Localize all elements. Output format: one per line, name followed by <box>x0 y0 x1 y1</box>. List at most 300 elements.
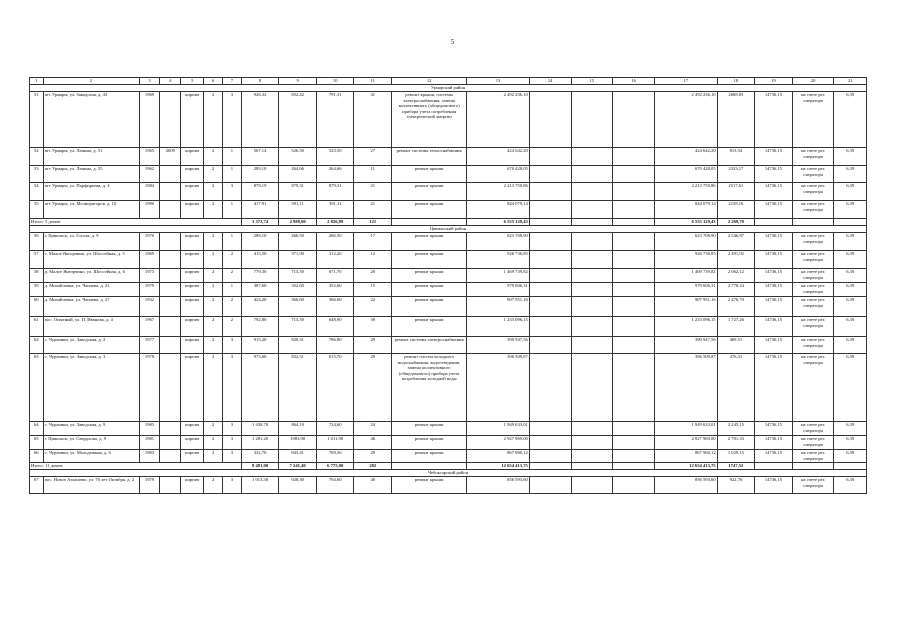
cost-owners: 12 654 413,75 <box>655 463 718 470</box>
cost-owners: 979 606,31 <box>655 283 718 297</box>
table-row <box>30 354 867 422</box>
work-type: ремонт крыши <box>392 283 467 297</box>
total-area: 1 281,20 <box>241 436 279 450</box>
entrances: 1 <box>223 201 242 219</box>
column-number-row <box>30 78 867 85</box>
work-type: ремонт крыши <box>392 477 467 494</box>
reconstruction-year <box>160 297 181 317</box>
column-number: 21 <box>834 78 867 85</box>
district-name: Урмарский район <box>30 85 867 92</box>
cost-local <box>613 148 655 166</box>
table-row <box>30 436 867 450</box>
planned-date: 6,39 <box>834 283 867 297</box>
residential-area: 648,90 <box>316 317 354 337</box>
total-area: 926,32 <box>241 92 279 148</box>
fund-account: на счете рег. оператора <box>792 337 834 354</box>
cost-total: 867 960,12 <box>467 450 530 463</box>
cost-total: 670 428,05 <box>467 166 530 183</box>
row-number: 62 <box>30 337 44 354</box>
address: д. Михайловка, ул. Чапаева, д. 21 <box>43 283 139 297</box>
residential-area: 312,20 <box>316 251 354 269</box>
planned-date: 6,39 <box>834 436 867 450</box>
table-row <box>30 477 867 494</box>
living-area: 832,51 <box>279 354 317 422</box>
cost-per-m2: 2688,83 <box>717 92 755 148</box>
table-row <box>30 283 867 297</box>
limit-per-m2: 14736,15 <box>755 422 793 436</box>
build-year: 1979 <box>139 283 160 297</box>
row-number: 66 <box>30 450 44 463</box>
cost-local <box>613 92 655 148</box>
cost-regional <box>571 251 613 269</box>
cost-total: 2 927 969,00 <box>467 436 530 450</box>
entrances: 2 <box>223 251 242 269</box>
table-row <box>30 317 867 337</box>
build-year: 1983 <box>139 422 160 436</box>
column-number: 10 <box>316 78 354 85</box>
fund-account: на счете рег. оператора <box>792 148 834 166</box>
row-number: 56 <box>30 233 44 251</box>
entrances: 3 <box>223 354 242 422</box>
wall-material: кирпич <box>181 233 204 251</box>
table-row <box>30 422 867 436</box>
floors: 2 <box>204 450 223 463</box>
planned-date: 6,39 <box>834 317 867 337</box>
row-number: 64 <box>30 422 44 436</box>
address: д. Михайловка, ул. Чапаева, д. 27 <box>43 297 139 317</box>
living-area: 526,50 <box>279 148 317 166</box>
reconstruction-year <box>160 251 181 269</box>
floors: 2 <box>204 337 223 354</box>
reconstruction-year <box>160 269 181 283</box>
wall-material: кирпич <box>181 337 204 354</box>
address: пгт Урмары, ул. Мелиораторов, д. 10 <box>43 201 139 219</box>
wall-material: кирпич <box>181 317 204 337</box>
cost-federal <box>529 166 571 183</box>
column-number: 7 <box>223 78 242 85</box>
cost-local <box>613 183 655 201</box>
limit-per-m2: 14736,15 <box>755 251 793 269</box>
floors: 2 <box>204 92 223 148</box>
cost-federal <box>529 297 571 317</box>
residents-count: 29 <box>354 450 392 463</box>
cost-owners: 856 593,60 <box>655 477 718 494</box>
cost-owners: 390 947,56 <box>655 337 718 354</box>
residential-area: 724,60 <box>316 422 354 436</box>
total-area: 288,10 <box>241 233 279 251</box>
wall-material: кирпич <box>181 450 204 463</box>
cost-local <box>613 477 655 494</box>
fund-account: на счете рег. оператора <box>792 183 834 201</box>
living-area: 366,60 <box>279 297 317 317</box>
row-number: 65 <box>30 436 44 450</box>
total-area: 567,14 <box>241 148 279 166</box>
cost-owners: 6 555 129,43 <box>655 219 718 226</box>
residential-area: 769,56 <box>316 450 354 463</box>
column-number: 9 <box>279 78 317 85</box>
total-area: 915,20 <box>241 337 279 354</box>
floors: 2 <box>204 354 223 422</box>
work-type: ремонт системы электроснабжения <box>392 337 467 354</box>
cost-regional <box>571 201 613 219</box>
planned-date: 6,39 <box>834 166 867 183</box>
build-year: 1981 <box>139 436 160 450</box>
residents-count: 21 <box>354 201 392 219</box>
address: д. Малое Янгорчино, ул. Шоссейная, д. 6 <box>43 269 139 283</box>
cost-regional <box>571 148 613 166</box>
cost-local <box>613 436 655 450</box>
cost-local <box>613 251 655 269</box>
work-type <box>392 219 467 226</box>
total-area: 387,60 <box>241 283 279 297</box>
limit-per-m2: 14736,15 <box>755 354 793 422</box>
cost-regional <box>571 92 613 148</box>
table-row <box>30 201 867 219</box>
work-type: ремонт крыши <box>392 450 467 463</box>
cost-local <box>613 337 655 354</box>
cost-owners: 623 708,90 <box>655 233 718 251</box>
cost-federal <box>529 183 571 201</box>
limit-per-m2: 14736,15 <box>755 166 793 183</box>
living-area: 352,60 <box>279 283 317 297</box>
build-year: 1967 <box>139 317 160 337</box>
cost-regional <box>571 477 613 494</box>
residential-area: 794,60 <box>316 477 354 494</box>
build-year: 1969 <box>139 251 160 269</box>
cost-local <box>613 283 655 297</box>
entrances: 3 <box>223 183 242 201</box>
table-row <box>30 450 867 463</box>
total-area: 332,70 <box>241 450 279 463</box>
planned-date: 6,39 <box>834 269 867 283</box>
total-area: 3 372,74 <box>241 219 279 226</box>
work-type <box>392 463 467 470</box>
limit-per-m2: 14736,15 <box>755 269 793 283</box>
column-number: 18 <box>717 78 755 85</box>
build-year: 1969 <box>139 92 160 148</box>
cost-local <box>613 166 655 183</box>
cost-federal <box>529 148 571 166</box>
cost-local <box>613 317 655 337</box>
residents-count: 12 <box>354 251 392 269</box>
cost-local <box>613 201 655 219</box>
address: пос. Опытный, ул. П. Иванова, д. 4 <box>43 317 139 337</box>
district-row <box>30 226 867 233</box>
row-number: 51 <box>30 92 44 148</box>
cost-owners: 1 949 633,01 <box>655 422 718 436</box>
row-number: 58 <box>30 269 44 283</box>
address: пгт Урмары, ул. Заводская, д. 43 <box>43 92 139 148</box>
total-area: 8 481,00 <box>241 463 279 470</box>
row-number: 61 <box>30 317 44 337</box>
row-number: 55 <box>30 201 44 219</box>
cost-local <box>613 269 655 283</box>
cost-local <box>613 297 655 317</box>
cost-per-m2: 469,51 <box>717 337 755 354</box>
cost-per-m2: 1 029,15 <box>717 450 755 463</box>
residents-count: 27 <box>354 148 392 166</box>
build-year: 1970 <box>139 233 160 251</box>
wall-material: кирпич <box>181 92 204 148</box>
cost-owners: 907 951,16 <box>655 297 718 317</box>
limit-per-m2: 14736,15 <box>755 283 793 297</box>
page-number: 5 <box>450 38 455 46</box>
cost-per-m2: 1 727,26 <box>717 317 755 337</box>
cost-per-m2: 476,31 <box>717 354 755 422</box>
total-area: 424,20 <box>241 297 279 317</box>
district-name: Цивильский район <box>30 226 867 233</box>
table-row <box>30 251 867 269</box>
cost-federal <box>529 317 571 337</box>
table-row <box>30 92 867 148</box>
column-number: 4 <box>160 78 181 85</box>
fund-account: на счете рег. оператора <box>792 233 834 251</box>
reconstruction-year <box>160 422 181 436</box>
living-area: 1083,90 <box>279 436 317 450</box>
cost-federal <box>529 354 571 422</box>
fund-account <box>792 463 834 470</box>
planned-date: 6,39 <box>834 251 867 269</box>
work-type: ремонт крыши <box>392 251 467 269</box>
reconstruction-year <box>160 337 181 354</box>
cost-total: 907 951,16 <box>467 297 530 317</box>
entrances: 1 <box>223 166 242 183</box>
residential-area: 6 775,00 <box>316 463 354 470</box>
cost-federal <box>529 283 571 297</box>
wall-material: кирпич <box>181 422 204 436</box>
fund-account: на счете рег. оператора <box>792 269 834 283</box>
limit-per-m2: 14736,15 <box>755 297 793 317</box>
table-row <box>30 183 867 201</box>
capital-repair-table <box>29 77 867 494</box>
cost-local <box>613 219 655 226</box>
reconstruction-year <box>160 233 181 251</box>
build-year: 1977 <box>139 337 160 354</box>
reconstruction-year <box>160 201 181 219</box>
residential-area: 366,60 <box>316 297 354 317</box>
reconstruction-year <box>160 436 181 450</box>
planned-date <box>834 219 867 226</box>
cost-total: 623 708,90 <box>467 233 530 251</box>
address: пгт Урмары, ул. Порфирьева, д. 4 <box>43 183 139 201</box>
entrances: 3 <box>223 422 242 436</box>
build-year: 1978 <box>139 354 160 422</box>
fund-account: на счете рег. оператора <box>792 297 834 317</box>
living-area: 2 988,00 <box>279 219 317 226</box>
residential-area: 1 011,90 <box>316 436 354 450</box>
cost-per-m2: 2 546,87 <box>717 233 755 251</box>
fund-account: на счете рег. оператора <box>792 450 834 463</box>
cost-total: 390 947,56 <box>467 337 530 354</box>
total-area: 879,19 <box>241 183 279 201</box>
limit-per-m2: 14736,15 <box>755 477 793 494</box>
cost-owners: 1 469 739,82 <box>655 269 718 283</box>
work-type: ремонт крыши <box>392 297 467 317</box>
fund-account: на счете рег. оператора <box>792 317 834 337</box>
cost-total: 6 555 129,43 <box>467 219 530 226</box>
cost-total: 856 593,60 <box>467 477 530 494</box>
cost-federal <box>529 251 571 269</box>
entrances: 3 <box>223 450 242 463</box>
work-type: ремонт крыши <box>392 183 467 201</box>
address: с. Малое Янгорчино, ул. Шоссейная, д. 5 <box>43 251 139 269</box>
living-area: 264,66 <box>279 166 317 183</box>
residents-count: 40 <box>354 477 392 494</box>
cost-per-m2: 1747,52 <box>717 463 755 470</box>
fund-account: на счете рег. оператора <box>792 166 834 183</box>
address: с. Чурачики, ул. Молодежная, д. 6 <box>43 450 139 463</box>
table-row <box>30 269 867 283</box>
entrances: 1 <box>223 233 242 251</box>
residential-area: 791,31 <box>316 92 354 148</box>
cost-local <box>613 354 655 422</box>
entrances: 2 <box>223 297 242 317</box>
wall-material: кирпич <box>181 251 204 269</box>
work-type: ремонт крыши <box>392 436 467 450</box>
cost-owners: 2 492 236,10 <box>655 92 718 148</box>
cost-regional <box>571 219 613 226</box>
total-area: 1 013,30 <box>241 477 279 494</box>
floors: 2 <box>204 201 223 219</box>
residential-area: 266,50 <box>316 233 354 251</box>
planned-date: 6,39 <box>834 477 867 494</box>
living-area: 391,11 <box>279 201 317 219</box>
address: пос. Новое Атлашево, ул. 70 лет Октября, д. 2 <box>43 477 139 494</box>
cost-per-m2: 2 245,15 <box>717 422 755 436</box>
floors: 2 <box>204 269 223 283</box>
column-number: 11 <box>354 78 392 85</box>
cost-regional <box>571 317 613 337</box>
wall-material: кирпич <box>181 148 204 166</box>
total-label: Итого: 5 домов <box>30 219 242 226</box>
residents-count: 29 <box>354 337 392 354</box>
build-year: 1979 <box>139 477 160 494</box>
cost-regional <box>571 450 613 463</box>
cost-owners: 670 428,05 <box>655 166 718 183</box>
cost-total: 926 736,85 <box>467 251 530 269</box>
wall-material: кирпич <box>181 354 204 422</box>
cost-total: 12 654 413,75 <box>467 463 530 470</box>
address: пгт Урмары, ул. Ленина, д. 55 <box>43 166 139 183</box>
district-row <box>30 470 867 477</box>
table-row <box>30 233 867 251</box>
cost-total: 1 233 096,15 <box>467 317 530 337</box>
address: с. Чурачики, ул. Заводская, д. 9 <box>43 422 139 436</box>
fund-account: на счете рег. оператора <box>792 283 834 297</box>
cost-federal <box>529 337 571 354</box>
living-area: 820,31 <box>279 337 317 354</box>
limit-per-m2: 14736,15 <box>755 201 793 219</box>
floors: 2 <box>204 422 223 436</box>
cost-total: 1 949 633,01 <box>467 422 530 436</box>
cost-owners: 2 927 969,00 <box>655 436 718 450</box>
wall-material: кирпич <box>181 183 204 201</box>
entrances: 3 <box>223 92 242 148</box>
residents-count: 17 <box>354 233 392 251</box>
floors: 2 <box>204 233 223 251</box>
row-number: 57 <box>30 251 44 269</box>
living-area: 879,31 <box>279 183 317 201</box>
cost-regional <box>571 422 613 436</box>
column-number: 17 <box>655 78 718 85</box>
cost-owners: 396 509,87 <box>655 354 718 422</box>
cost-local <box>613 233 655 251</box>
living-area: 266,50 <box>279 233 317 251</box>
work-type: ремонт крыши, системы электроснабжения, замена коллективного (общедомового) прибора учета потребления электрической энергии <box>392 92 467 148</box>
cost-per-m2: 2 269,70 <box>717 219 755 226</box>
total-area: 779,30 <box>241 269 279 283</box>
cost-federal <box>529 436 571 450</box>
work-type: ремонт крыши <box>392 166 467 183</box>
living-area: 852,42 <box>279 92 317 148</box>
limit-per-m2: 14736,15 <box>755 92 793 148</box>
floors: 2 <box>204 317 223 337</box>
living-area: 864,19 <box>279 422 317 436</box>
work-type: ремонт систем холодного водоснабжения, водоотведения, замена коллективного (общедомового) прибора учета потребления холодной воды <box>392 354 467 422</box>
address: с. Чурачики, ул. Заводская, д. 3 <box>43 354 139 422</box>
limit-per-m2: 14736,15 <box>755 436 793 450</box>
cost-total: 424 642,20 <box>467 148 530 166</box>
floors: 2 <box>204 477 223 494</box>
cost-owners: 1 233 096,15 <box>655 317 718 337</box>
fund-account: на счете рег. оператора <box>792 422 834 436</box>
residential-area: 264,66 <box>316 166 354 183</box>
limit-per-m2: 14736,15 <box>755 337 793 354</box>
cost-federal <box>529 201 571 219</box>
work-type: ремонт крыши <box>392 233 467 251</box>
limit-per-m2 <box>755 463 793 470</box>
residential-area: 391,11 <box>316 201 354 219</box>
build-year: 1932 <box>139 297 160 317</box>
cost-total: 844 079,14 <box>467 201 530 219</box>
fund-account: на счете рег. оператора <box>792 436 834 450</box>
planned-date: 6,39 <box>834 183 867 201</box>
row-number: 59 <box>30 283 44 297</box>
total-area: 973,60 <box>241 354 279 422</box>
cost-total: 396 509,87 <box>467 354 530 422</box>
cost-owners: 424 642,20 <box>655 148 718 166</box>
cost-regional <box>571 183 613 201</box>
cost-owners: 867 960,12 <box>655 450 718 463</box>
residents-count: 15 <box>354 283 392 297</box>
residential-area: 2 826,89 <box>316 219 354 226</box>
district-total-row <box>30 219 867 226</box>
column-number: 1 <box>30 78 44 85</box>
planned-date <box>834 463 867 470</box>
cost-federal <box>529 92 571 148</box>
wall-material: кирпич <box>181 477 204 494</box>
address: г. Цивильск, ул. Свердлова, д. 9 <box>43 436 139 450</box>
row-number: 63 <box>30 354 44 422</box>
column-number: 5 <box>181 78 204 85</box>
floors: 2 <box>204 436 223 450</box>
floors: 2 <box>204 148 223 166</box>
row-number: 52 <box>30 148 44 166</box>
cost-federal <box>529 219 571 226</box>
build-year: 1984 <box>139 183 160 201</box>
wall-material: кирпич <box>181 297 204 317</box>
district-row <box>30 85 867 92</box>
limit-per-m2: 14736,15 <box>755 450 793 463</box>
living-area: 843,41 <box>279 450 317 463</box>
work-type: ремонт крыши <box>392 269 467 283</box>
cost-owners: 926 736,85 <box>655 251 718 269</box>
column-number: 8 <box>241 78 279 85</box>
cost-owners: 2 213 750,86 <box>655 183 718 201</box>
residents-count: 22 <box>354 297 392 317</box>
limit-per-m2: 14736,15 <box>755 233 793 251</box>
floors: 2 <box>204 283 223 297</box>
